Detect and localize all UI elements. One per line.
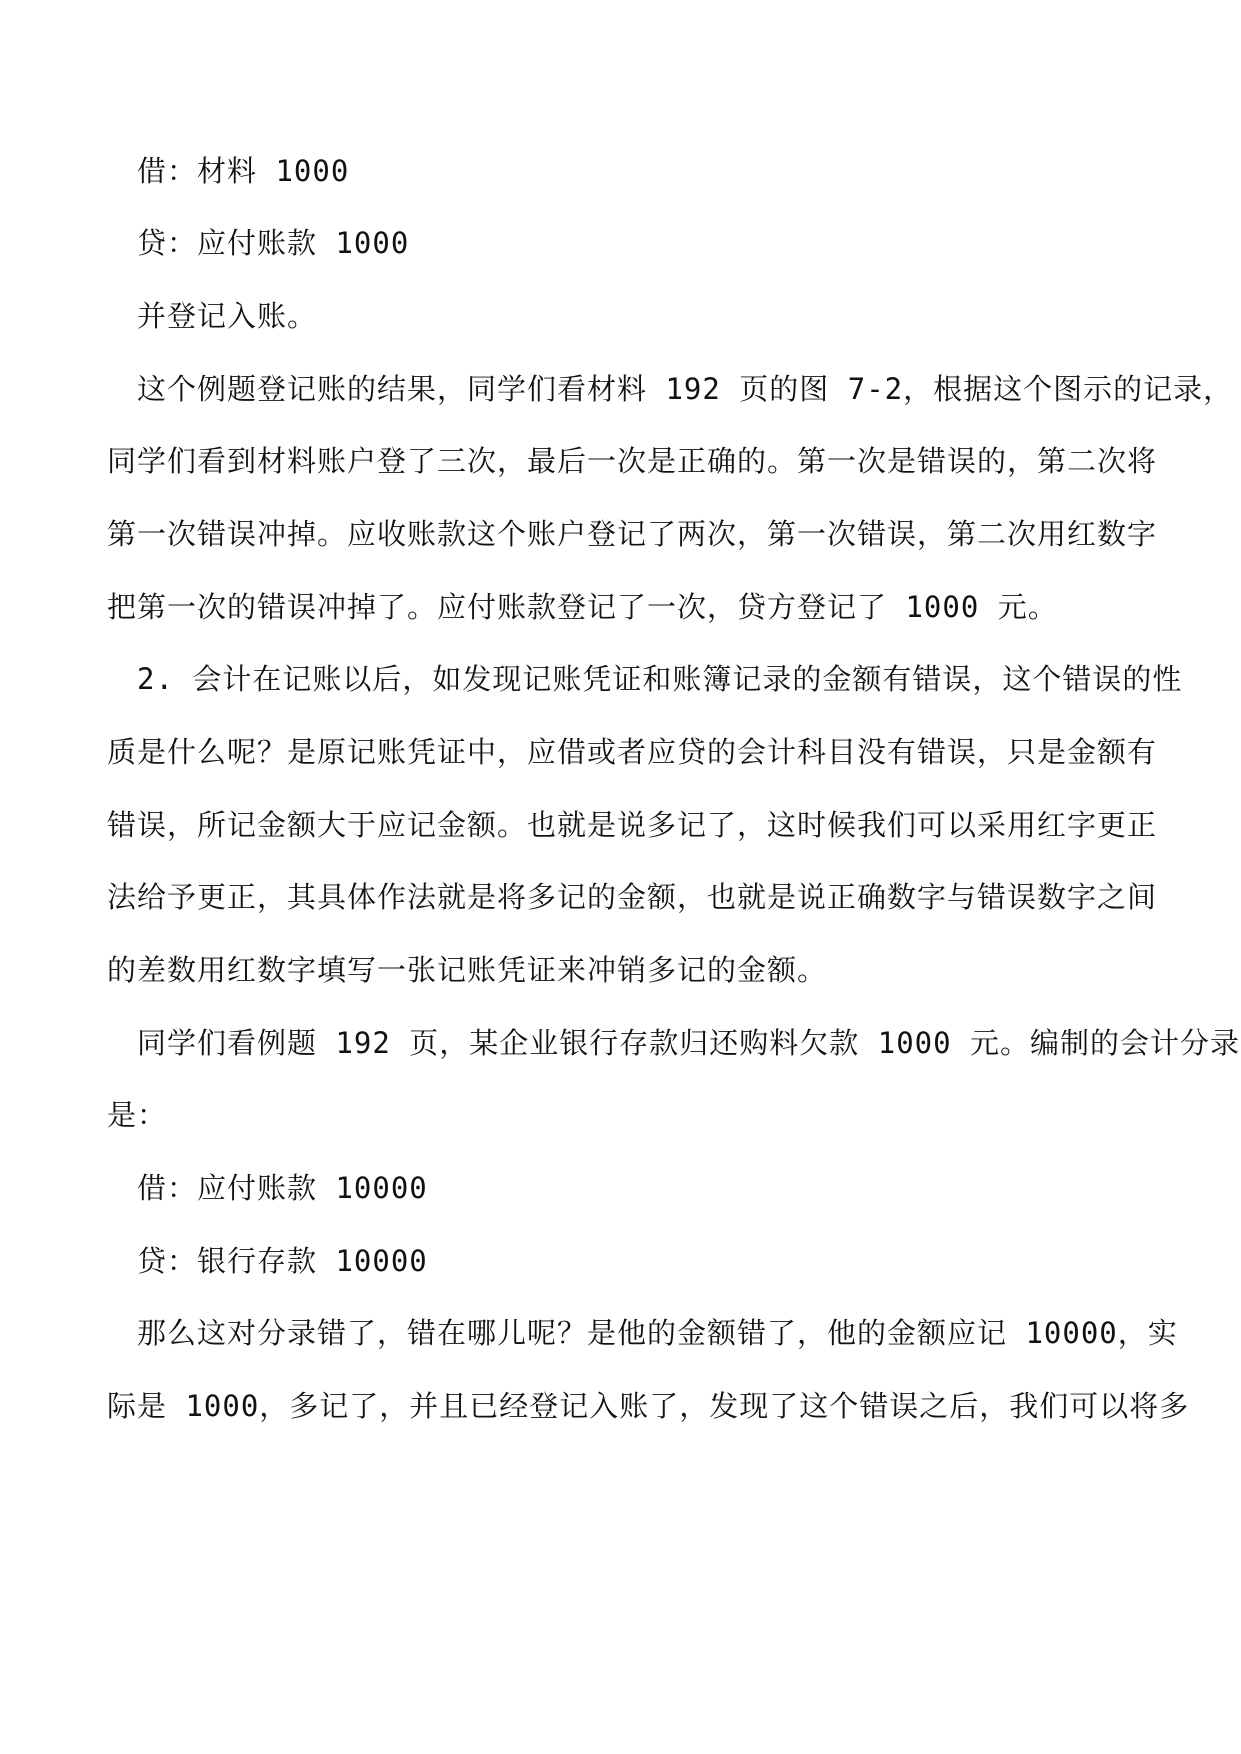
text-line: 并登记入账。 [137,299,318,333]
text-line: 质是什么呢？是原记账凭证中，应借或者应贷的会计科目没有错误，只是金额有 [107,735,1158,769]
text-line: 际是 1000，多记了，并且已经登记入账了，发现了这个错误之后，我们可以将多 [107,1389,1190,1423]
text-line: 贷：银行存款 10000 [137,1244,428,1278]
text-line: 法给予更正，其具体作法就是将多记的金额，也就是说正确数字与错误数字之间 [107,880,1158,914]
text-line: 借：材料 1000 [137,154,350,188]
text-line: 那么这对分录错了，错在哪儿呢？是他的金额错了，他的金额应记 10000，实 [137,1316,1178,1350]
text-line: 同学们看到材料账户登了三次，最后一次是正确的。第一次是错误的，第二次将 [107,444,1158,478]
text-line: 第一次错误冲掉。应收账款这个账户登记了两次，第一次错误，第二次用红数字 [107,517,1158,551]
text-line: 错误，所记金额大于应记金额。也就是说多记了，这时候我们可以采用红字更正 [107,808,1158,842]
text-line: 是： [107,1098,168,1132]
text-line: 同学们看例题 192 页，某企业银行存款归还购料欠款 1000 元。编制的会计分录 [137,1026,1241,1060]
text-line: 贷：应付账款 1000 [137,226,410,260]
text-line: 2. 会计在记账以后，如发现记账凭证和账簿记录的金额有错误，这个错误的性 [137,662,1183,696]
text-line: 把第一次的错误冲掉了。应付账款登记了一次，贷方登记了 1000 元。 [107,590,1058,624]
text-line: 的差数用红数字填写一张记账凭证来冲销多记的金额。 [107,953,828,987]
text-line: 借：应付账款 10000 [137,1171,428,1205]
text-line: 这个例题登记账的结果，同学们看材料 192 页的图 7-2，根据这个图示的记录， [137,372,1234,406]
